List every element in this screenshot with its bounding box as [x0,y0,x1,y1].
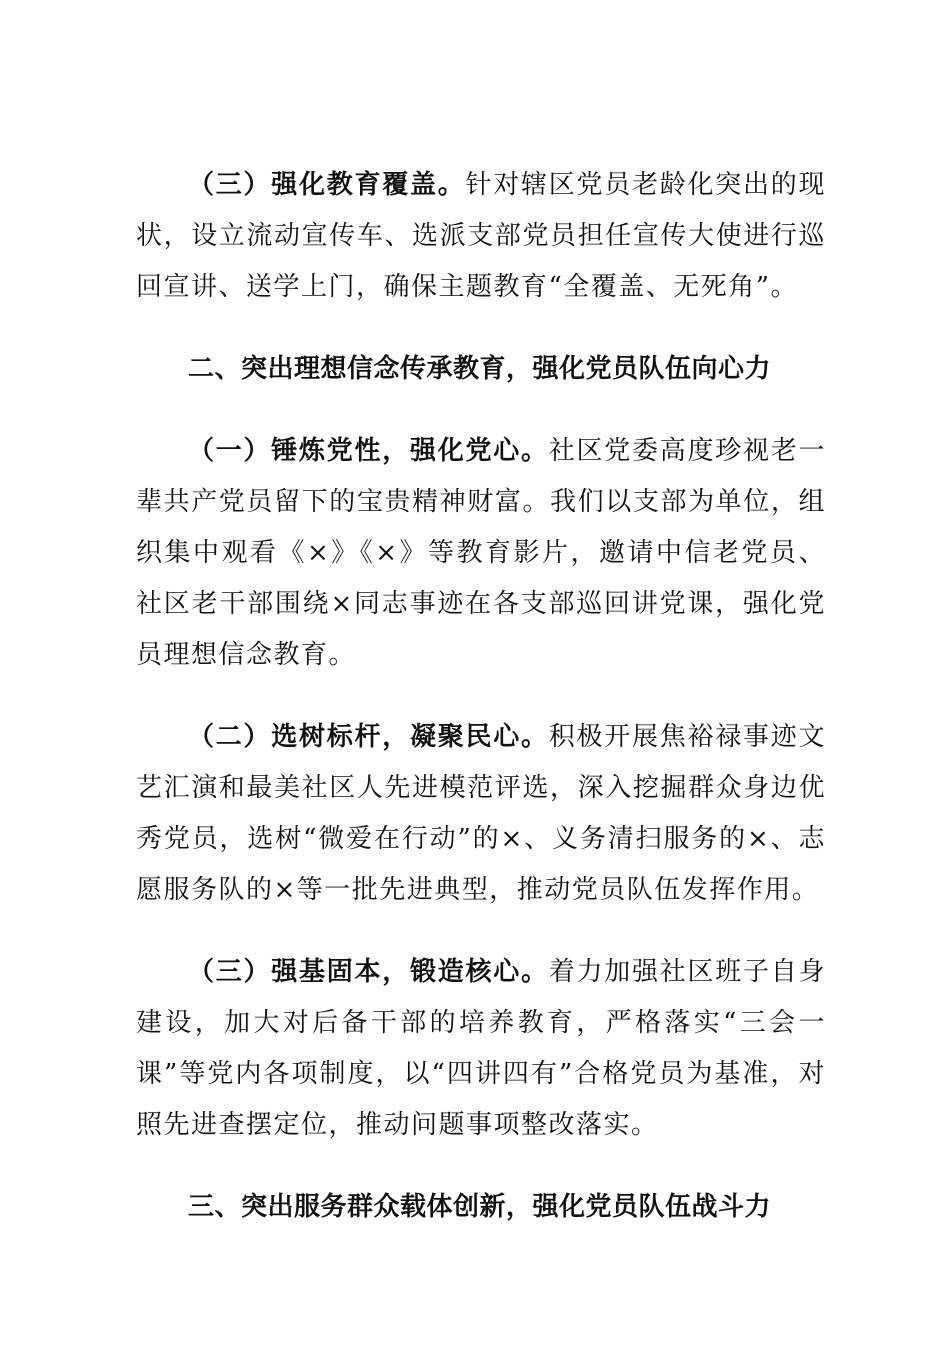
paragraph-lead: （三）强化教育覆盖。 [188,170,466,200]
document-body [136,160,826,1264]
paragraph-education-coverage [136,160,826,313]
paragraph-lead: （一）锤炼党性，强化党心。 [188,436,549,466]
paragraph-role-models [136,712,826,916]
paragraph-text: 社区党委高度珍视老一辈共产党员留下的宝贵精神财富。我们以支部为单位，组织集中观看《×》《×》等教育影片，邀请中信老党员、社区老干部围绕×同志事迹在各支部巡回讲党课，强化党员理想信念教育。 [136,436,826,670]
paragraph-lead: （二）选树标杆，凝聚民心。 [188,722,549,752]
paragraph-text: 针对辖区党员老龄化突出的现状，设立流动宣传车、选派支部党员担任宣传大使进行巡回宣讲、送学上门，确保主题教育“全覆盖、无死角”。 [136,170,826,302]
paragraph-text: 着力加强社区班子自身建设，加大对后备干部的培养教育，严格落实“三会一课”等党内各项制度，以“四讲四有”合格党员为基准，对照先进查摆定位，推动问题事项整改落实。 [136,957,826,1140]
paragraph-lead: （三）强基固本，锻造核心。 [188,957,549,987]
paragraph-core-building [136,947,826,1151]
section-heading-ideals: 二、突出理想信念传承教育，强化党员队伍向心力 [188,354,772,384]
paragraph-party-spirit [136,426,826,681]
paragraph-text: 积极开展焦裕禄事迹文艺汇演和最美社区人先进模范评选，深入挖掘群众身边优秀党员，选树“微爱在行动”的×、义务清扫服务的×、志愿服务队的×等一批先进典型，推动党员队伍发挥作用。 [136,722,826,905]
section-heading-service: 三、突出服务群众载体创新，强化党员队伍战斗力 [188,1192,772,1222]
